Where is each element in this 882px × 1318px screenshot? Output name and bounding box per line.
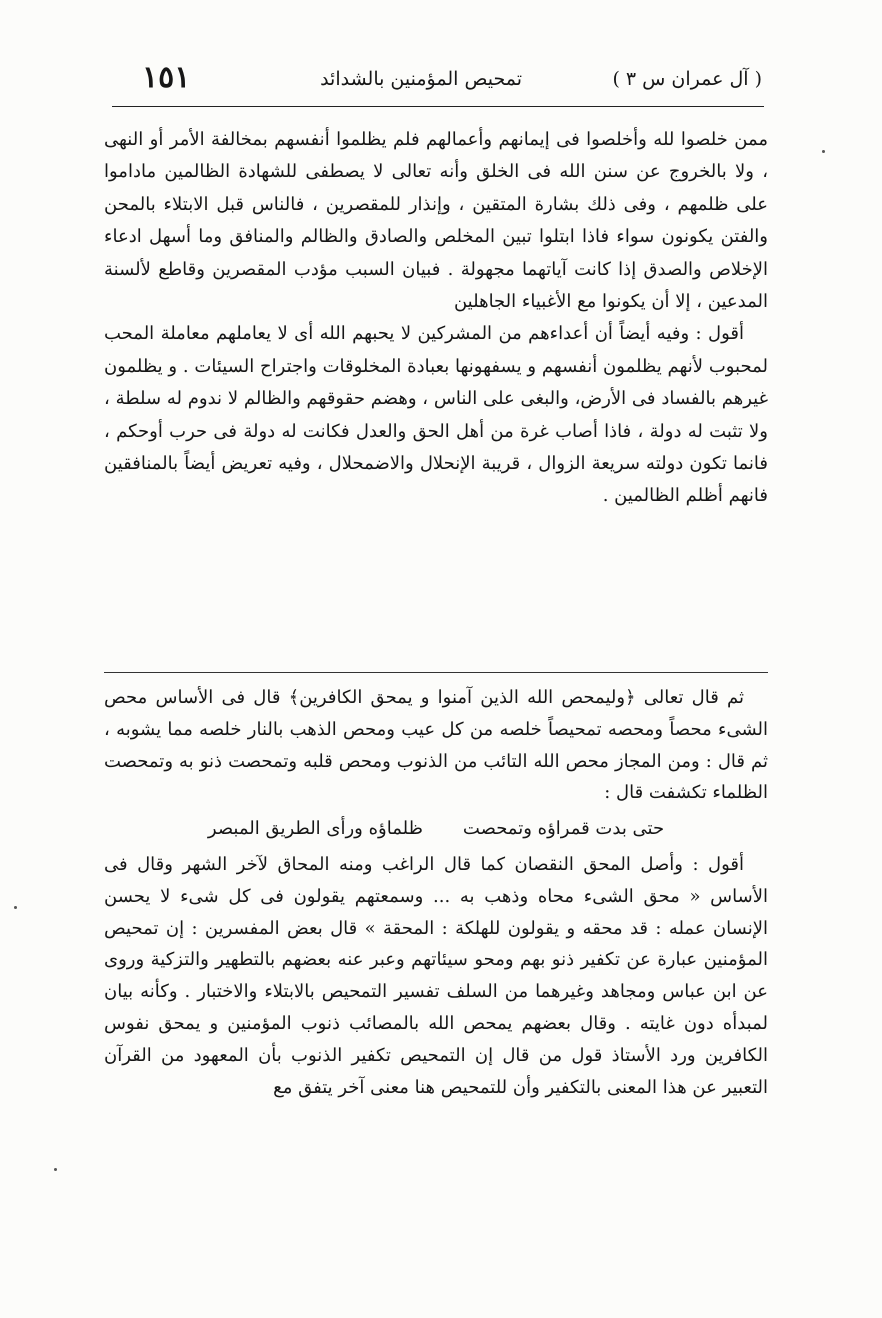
section-divider [104,672,768,673]
poetry-verse [104,813,768,845]
paragraph: ثم قال تعالى ﴿وليمحص الله الذين آمنوا و يمحق الكافرين﴾ قال فى الأساس محص الشىء محصاً ومحصه تمحيصاً خلصه من كل عيب ومحص الذهب بالنار خلصه مما يشوبه ، ثم قال : ومن المجاز محص الله التائب من الذنوب ومحص قلبه وتمحصت ذنو به وتمحصت الظلماء تكشفت قال : [104,687,768,804]
page-header [112,60,762,104]
page-number: ١٥١ [142,60,191,95]
verse-second-hemistich: ظلماؤه ورأى الطريق المبصر [207,818,423,840]
running-title: ( آل عمران س ٣ ) [612,68,762,90]
speck [822,150,825,153]
section-topic: تمحيص المؤمنين بالشدائد [320,68,522,90]
header-rule [112,106,764,107]
paragraph: أقول : وأصل المحق النقصان كما قال الراغب ومنه المحاق لآخر الشهر وقال فى الأساس « محق الشىء محاه وذهب به ... وسمعتهم يقولون فى كل شىء لا يحسن الإنسان عمله : قد محقه و يقولون للهلكة : المحقة » قال بعض المفسرين : إن تمحيص المؤمنين عبارة عن تكفير ذنو بهم ومحو سيئاتهم وعبر عنه بعضهم بالتطهير والتزكية وروى عن ابن عباس ومجاهد وغيرهما من السلف تفسير التمحيص بالابتلاء والاختبار . وكأنه بيان لمبدأه دون غايته . وقال بعضهم يمحص الله بالمصائب ذنوب المؤمنين و يمحق نفوس الكافرين ورد الأستاذ قول من قال إن التمحيص تكفير الذنوب بأن المعهود من القرآن التعبير عن هذا المعنى بالتكفير وأن للتمحيص هنا معنى آخر يتفق مع [104,853,768,1098]
section-2 [104,682,768,1103]
speck [54,1168,57,1171]
paragraph: ممن خلصوا لله وأخلصوا فى إيمانهم وأعمالهم فلم يظلموا أنفسهم بمخالفة الأمر أو النهى ، ولا بالخروج عن سنن الله فى الخلق وأنه تعالى لا يصطفى للشهادة الظالمين ماداموا على ظلمهم ، وفى ذلك بشارة المتقين ، وإنذار للمقصرين ، فالناس قبل الابتلاء بالمحن والفتن يكونون سواء فاذا ابتلوا تبين المخلص والصادق والظالم والمنافق وما أسهل ادعاء الإخلاص والصدق إذا كانت آياتهما مجهولة . فبيان السبب مؤدب المقصرين وقاطع لألسنة المدعين ، إلا أن يكونوا مع الأغبياء الجاهلين [104,129,768,313]
section-1 [104,124,768,513]
paragraph: أقول : وفيه أيضاً أن أعداءهم من المشركين لا يحبهم الله أى لا يعاملهم معاملة المحب لمحبوب لأنهم يظلمون أنفسهم و يسفهونها بعبادة المخلوقات واجتراح السيئات . و يظلمون غيرهم بالفساد فى الأرض، والبغى على الناس ، وهضم حقوقهم والظالم لا ندوم له سلطة ، ولا تثبت له دولة ، فاذا أصاب غرة من أهل الحق والعدل فكانت له دولة فى حرب أوحكم ، فانما تكون دولته سريعة الزوال ، قريبة الإنحلال والاضمحلال ، وفيه تعريض أيضاً بالمنافقين فانهم أظلم الظالمين . [104,323,768,507]
speck [14,906,17,909]
verse-first-hemistich: حتى بدت قمراؤه وتمحصت [462,818,665,840]
